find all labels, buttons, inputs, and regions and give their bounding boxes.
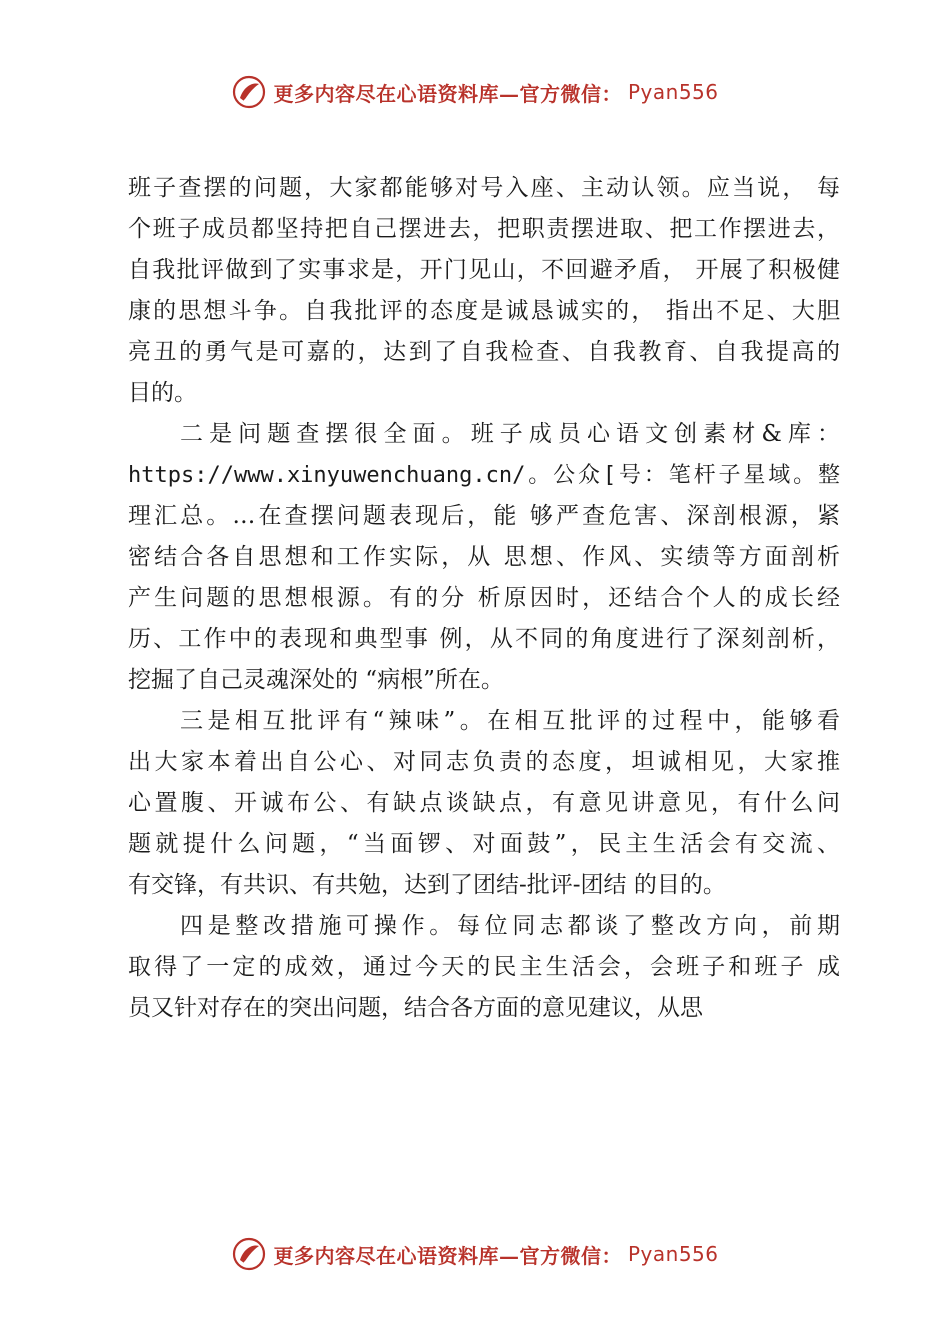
body-line: 题就提什么问题，“当面锣、对面鼓”，民主生活会有交流、 <box>128 831 840 857</box>
xinyu-logo-icon <box>231 1236 267 1272</box>
body-line: 有交锋，有共识、有共勉，达到了团结-批评-团结 的目的。 <box>128 872 726 898</box>
body-line: 挖掘了自己灵魂深处的 “病根”所在。 <box>128 667 504 693</box>
wechat-id: Pyan556 <box>627 80 719 104</box>
url-line: https://www.xinyuwenchuang.cn/。公众[号：笔杆子星域。整 <box>128 463 840 488</box>
paragraph-4-start: 四是整改措施可操作。每位同志都谈了整改方向，前期 <box>180 913 840 939</box>
body-line: 产生问题的思想根源。有的分 析原因时，还结合个人的成长经 <box>128 585 840 611</box>
banner-text: 更多内容尽在心语资料库—官方微信： <box>273 81 622 106</box>
body-line: 个班子成员都坚持把自己摆进去，把职责摆进取、把工作摆进去， <box>128 216 840 242</box>
body-line: 目的。 <box>128 380 197 406</box>
body-line: 员又针对存在的突出问题，结合各方面的意见建议，从思 <box>128 995 703 1021</box>
body-line: 心置腹、开诚布公、有缺点谈缺点，有意见讲意见，有什么问 <box>128 790 840 816</box>
body-line: 班子查摆的问题，大家都能够对号入座、主动认领。应当说， 每 <box>128 175 840 201</box>
paragraph-3-start: 三是相互批评有“辣味”。在相互批评的过程中，能够看 <box>180 708 840 734</box>
document-body <box>128 168 840 1029</box>
paragraph-2-start: 二是问题查摆很全面。班子成员心语文创素材&库： <box>180 421 840 447</box>
body-line: 历、工作中的表现和典型事 例，从不同的角度进行了深刻剖析， <box>128 626 840 652</box>
footer-banner <box>0 1232 950 1276</box>
body-line: 理汇总。…在查摆问题表现后，能 够严查危害、深剖根源，紧 <box>128 503 840 529</box>
body-line: 自我批评做到了实事求是，开门见山，不回避矛盾， 开展了积极健 <box>128 257 840 283</box>
body-line: 密结合各自思想和工作实际，从 思想、作风、实绩等方面剖析 <box>128 544 840 570</box>
body-line: 康的思想斗争。自我批评的态度是诚恳诚实的， 指出不足、大胆 <box>128 298 840 324</box>
body-line: 亮丑的勇气是可嘉的，达到了自我检查、自我教育、自我提高的 <box>128 339 840 365</box>
body-line: 取得了一定的成效，通过今天的民主生活会，会班子和班子 成 <box>128 954 840 980</box>
header-banner <box>0 70 950 114</box>
body-line: 出大家本着出自公心、对同志负责的态度，坦诚相见，大家推 <box>128 749 840 775</box>
banner-text: 更多内容尽在心语资料库—官方微信： <box>273 1243 622 1268</box>
xinyu-logo-icon <box>231 74 267 110</box>
wechat-id: Pyan556 <box>627 1242 719 1266</box>
